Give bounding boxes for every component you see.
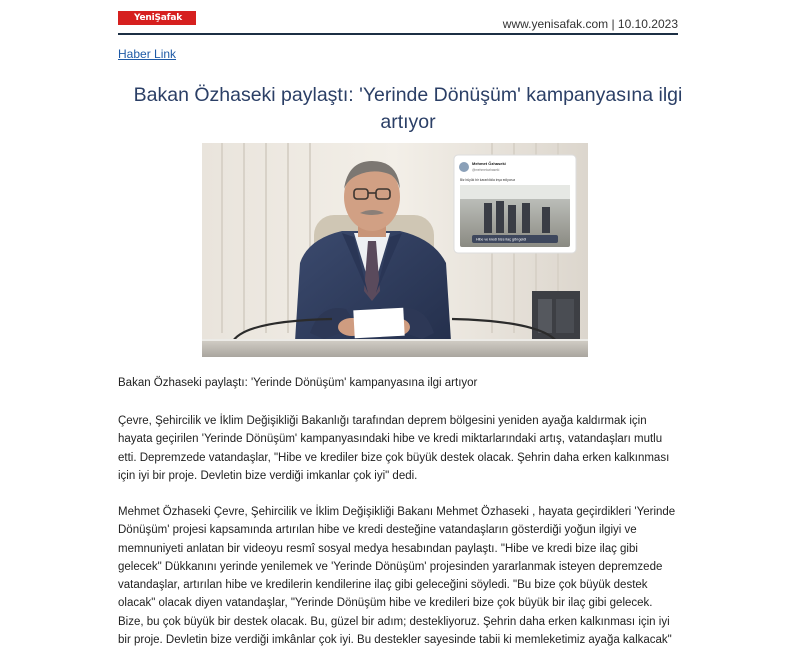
article-paragraph-1 (118, 412, 686, 485)
inset-post-text: Biz büyük bir kararlılıkla inşa ediyoruz (460, 178, 516, 182)
headline-line-2: artıyor (380, 111, 436, 133)
paragraph-line: etti. Depremzede vatandaşlar, "Hibe ve krediler bize çok büyük destek olacak. Şehrin daha erken kalkınması (118, 451, 670, 464)
paragraph-line: gelecek" Dükkanını yerinde yenilemek ve 'Yerinde Dönüşüm' projesinden yararlanmak isteyen depremzede (118, 560, 663, 573)
inset-profile-name: Mehmet Özhaseki (472, 161, 506, 166)
headline-line-1: Bakan Özhaseki paylaştı: 'Yerinde Dönüşüm' kampanyasına ilgi (133, 84, 683, 106)
paragraph-line: hayata geçirilen 'Yerinde Dönüşüm' kampanyasındaki hibe ve kredi miktarlarındaki artış, vatandaşları mutlu (118, 433, 663, 446)
haber-link[interactable]: Haber Link (118, 47, 177, 61)
paragraph-line: memnuniyeti anlatan bir videoyu resmî sosyal medya hesabından paylaştı. "Hibe ve kredi bize ilaç gibi (118, 542, 638, 555)
yenisafak-logo[interactable]: YeniŞafak (118, 11, 196, 25)
article-headline (118, 82, 698, 136)
paragraph-line: Bize, bu çok büyük bir destek olacak. Bu, güzel bir adım; destekliyoruz. Şehrin daha erken kalkınması için iyi (118, 615, 670, 628)
paragraph-line: Dönüşüm' projesi kapsamında artırılan hibe ve kredi desteğine vatandaşların gösterdiği yoğun ilgiyi ve (118, 524, 637, 537)
paragraph-line: vatandaşlar, artırılan hibe ve kredilerin kendilerine ilaç gibi geleceğini söyledi. "Bu bize çok büyük destek (118, 579, 648, 592)
page-header (118, 0, 678, 35)
inset-video-caption: Hibe ve kredi bize ilaç gibi geldi (476, 237, 527, 242)
article-paragraph-2 (118, 503, 686, 649)
photo-caption: Bakan Özhaseki paylaştı: 'Yerinde Dönüşüm' kampanyasına ilgi artıyor (118, 377, 478, 389)
paragraph-line: Çevre, Şehircilik ve İklim Değişikliği Bakanlığı tarafından deprem bölgesini yeniden ayağa kaldırmak için (118, 415, 647, 427)
paragraph-line: Mehmet Özhaseki Çevre, Şehircilik ve İklim Değişikliği Bakanı Mehmet Özhaseki , hayata geçirdikleri 'Yerinde (118, 506, 676, 518)
article-page (118, 0, 683, 647)
paragraph-line: olacak" olacak diyen vatandaşlar, "Yerinde Dönüşüm hibe ve kredileri bize çok büyük bir ilaç gibi gelecek. (118, 597, 653, 610)
inset-handle: @mehmetozhaseki (472, 168, 500, 172)
paragraph-line: bir proje. Devletin bize verdiği imkânlar çok iyi. Bu destekler sayesinde tabii ki memleketimiz ayağa kalkacak" (118, 634, 672, 647)
social-post-inset (454, 155, 576, 253)
paragraph-line: için iyi bir proje. Devletin bize verdiği imkanlar çok iyi" dedi. (118, 469, 418, 482)
article-photo (202, 143, 588, 357)
site-url-and-date: www.yenisafak.com | 10.10.2023 (502, 17, 678, 31)
